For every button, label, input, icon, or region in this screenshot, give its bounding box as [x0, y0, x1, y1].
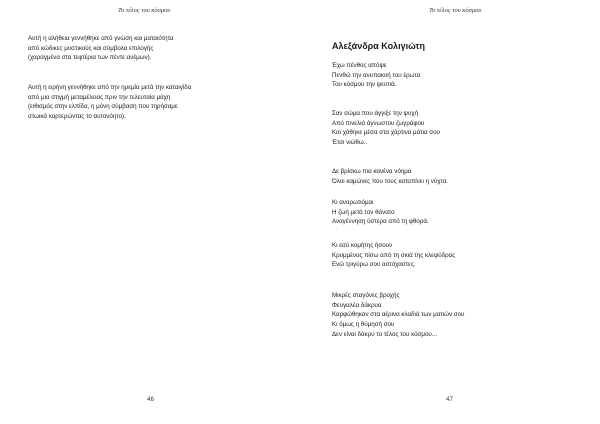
- poem-line: Καρφώθηκαν στα αέρινα κλαδιά των ματιών σου: [332, 311, 465, 319]
- poem-line: Έχω πένθος απόψε: [332, 62, 387, 69]
- running-head-right: Το τέλος του κόσμου: [429, 7, 482, 14]
- paragraph-line: στωικά καρτερώντας το αυτονόητο).: [28, 113, 126, 121]
- poem-line: Από πινελιά άγνωστου ζωγράφου: [332, 119, 425, 127]
- poem-line: Σαν σώμα που άγγιξε την ψυχή: [332, 110, 419, 117]
- paragraph-line: από κώδικες μυστικούς και σύμβολα επιλογής: [28, 44, 154, 52]
- poem-line: Μικρές σταγόνες βροχής: [332, 292, 400, 299]
- poem-line: Κρυμμένος πίσω από τη σκιά της κλεψύδρας: [332, 251, 456, 259]
- stanza-1: [332, 61, 572, 90]
- poem-line: Πενθώ την ανυπακοή του έρωτα: [332, 71, 421, 79]
- poem-line: Ενώ τριγύρω σου αστόχαστες.: [332, 261, 416, 269]
- page-number-left: 46: [147, 396, 154, 403]
- right-page: [300, 0, 600, 424]
- running-head-left: Το τέλος του κόσμου: [118, 7, 171, 14]
- paragraph-1: [28, 34, 268, 63]
- poem-title: Αλεξάνδρα Κολιγιώτη: [332, 41, 425, 51]
- poem-line: Έτσι νιώθω..: [332, 139, 368, 147]
- poem-line: Αναγέννηση ύστερα από τη φθορά.: [332, 218, 429, 226]
- stanza-3: [332, 167, 572, 186]
- poem-line: Κι όμως η θύμησή σου: [332, 321, 395, 329]
- stanza-6: [332, 291, 572, 340]
- paragraph-line: (χαραγμένα στα τεφτέρια των πέντε ανέμων).: [28, 54, 152, 62]
- poem-line: Του κόσμου την ψευτιά.: [332, 81, 397, 89]
- poem-line: Κι εσύ κομήτης ήσουν: [332, 242, 393, 249]
- paragraph-line: Αυτή η αλήθεια γεννήθηκε από γνώση και ματαιότητα: [28, 35, 174, 42]
- paragraph-2: [28, 83, 268, 122]
- stanza-2: [332, 109, 572, 148]
- poem-line: Φευγαλέα δάκρυα: [332, 301, 382, 309]
- poem-line: Και χάθηκε μέσα στα χάρτινα μάτια σου: [332, 129, 440, 137]
- stanza-4: [332, 198, 572, 227]
- stanza-5: [332, 241, 572, 270]
- poem-line: Όλοι καμώνες που τους καταπίνει η νύχτα.: [332, 177, 449, 185]
- paragraph-line: Αυτή η ειρήνη γεννήθηκε από την ηρεμία μετά την καταιγίδα: [28, 84, 192, 91]
- paragraph-line: από μια στιγμή μεταμέλειας πριν την τελευταία μάχη: [28, 93, 171, 101]
- poem-line: Η ζωή μετά τον θάνατο: [332, 208, 395, 216]
- poem-line: Κι αναρωτιόμαι: [332, 199, 374, 206]
- page-number-right: 47: [446, 396, 453, 403]
- paragraph-line: (ειθισμός στην ελπίδα, η μόνη σύμβαση που τηρήσαμε: [28, 103, 178, 111]
- poem-line: Δεν είναι δάκρυ το τέλος του κόσμου...: [332, 330, 437, 338]
- poem-line: Δε βρίσκω πια κανένα νόημα: [332, 168, 412, 175]
